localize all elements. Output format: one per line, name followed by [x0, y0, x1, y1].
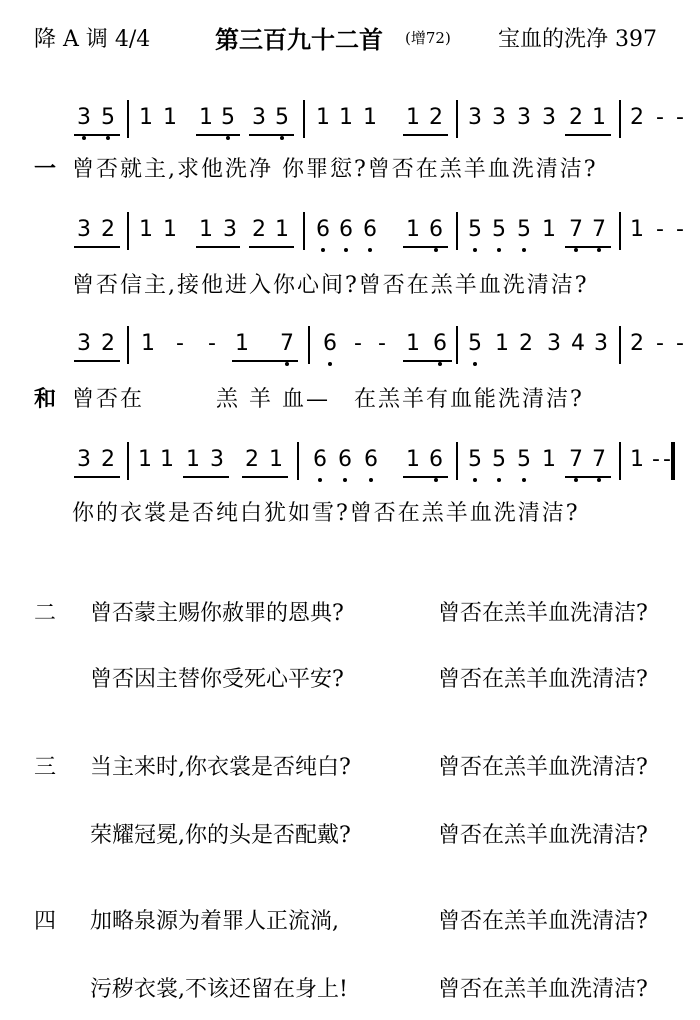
note-6: 6 [313, 447, 327, 472]
note-3: 3 [252, 105, 266, 130]
note-1: 1 [160, 447, 174, 472]
note-3: 3 [223, 217, 237, 242]
note-1: 1 [139, 217, 153, 242]
note-5: 5 [492, 217, 506, 242]
note-1: 1 [406, 217, 420, 242]
hold-dash: - [676, 217, 684, 242]
note-6: 6 [433, 331, 447, 356]
note-1: 1 [542, 217, 556, 242]
bar-line [308, 326, 310, 364]
beam-line [232, 360, 298, 362]
verse-4-line-2-refrain: 曾否在羔羊血洗清洁? [438, 977, 648, 1002]
beam-line [196, 134, 240, 136]
note-1: 1 [138, 447, 152, 472]
note-1: 1 [199, 105, 213, 130]
bar-line [456, 326, 458, 364]
note-1: 1 [592, 105, 606, 130]
note-2: 2 [519, 331, 533, 356]
note-5: 5 [517, 447, 531, 472]
verse-3-line-1-refrain: 曾否在羔羊血洗清洁? [438, 755, 648, 780]
beam-line [403, 360, 452, 362]
note-2: 2 [245, 447, 259, 472]
verse-4-line-1-refrain: 曾否在羔羊血洗清洁? [438, 909, 648, 934]
verse-number-2: 二 [34, 601, 57, 626]
note-3: 3 [210, 447, 224, 472]
beam-line [565, 134, 611, 136]
note-5: 5 [468, 447, 482, 472]
note-7: 7 [592, 447, 606, 472]
note-4: 4 [571, 331, 585, 356]
bar-line [127, 212, 129, 250]
bar-line [456, 100, 458, 138]
verse-3-line-2-refrain: 曾否在羔羊血洗清洁? [438, 823, 648, 848]
lyrics-line-1: 曾否就主,求他洗净 你罪愆?曾否在羔羊血洗清洁? [72, 157, 598, 182]
note-5: 5 [221, 105, 235, 130]
lyrics-line-3: 曾否在 羔 羊 血— 在羔羊有血能洗清洁? [72, 387, 584, 412]
note-2: 2 [630, 331, 644, 356]
hold-dash: - [676, 331, 684, 356]
verse-number-1: 一 [34, 156, 57, 182]
note-5: 5 [468, 217, 482, 242]
note-1: 1 [316, 105, 330, 130]
hold-dash: - [378, 331, 386, 356]
note-7: 7 [592, 217, 606, 242]
note-5: 5 [492, 447, 506, 472]
note-3: 3 [547, 331, 561, 356]
bar-line [127, 100, 129, 138]
note-6: 6 [316, 217, 330, 242]
bar-line [303, 100, 305, 138]
bar-line [619, 326, 621, 364]
note-3: 3 [468, 105, 482, 130]
chorus-label: 和 [34, 386, 57, 412]
note-2: 2 [101, 217, 115, 242]
beam-line [196, 246, 240, 248]
verse-number-3: 三 [34, 755, 57, 780]
beam-line [74, 134, 120, 136]
note-1: 1 [163, 217, 177, 242]
note-2: 2 [101, 447, 115, 472]
note-2: 2 [569, 105, 583, 130]
verse-2-line-2: 曾否因主替你受死心平安? [90, 667, 344, 692]
note-1: 1 [269, 447, 283, 472]
beam-line [74, 360, 120, 362]
note-3: 3 [77, 447, 91, 472]
beam-line [565, 246, 611, 248]
note-2: 2 [252, 217, 266, 242]
note-2: 2 [429, 105, 443, 130]
note-1: 1 [186, 447, 200, 472]
hold-dash: - [656, 217, 664, 242]
note-3: 3 [77, 331, 91, 356]
note-5: 5 [468, 331, 482, 356]
note-3: 3 [542, 105, 556, 130]
bar-line [456, 212, 458, 250]
beam-line [403, 246, 448, 248]
bar-line [456, 442, 458, 480]
note-7: 7 [569, 217, 583, 242]
verse-4-line-1: 加略泉源为着罪人正流淌, [90, 909, 339, 934]
note-6: 6 [429, 217, 443, 242]
note-1: 1 [139, 105, 153, 130]
beam-line [74, 246, 120, 248]
beam-line [403, 134, 448, 136]
note-1: 1 [275, 217, 289, 242]
beam-line [183, 476, 229, 478]
note-1: 1 [163, 105, 177, 130]
verse-number-4: 四 [34, 909, 57, 934]
lyrics-line-2: 曾否信主,接他进入你心间?曾否在羔羊血洗清洁? [72, 273, 589, 298]
verse-2-line-2-refrain: 曾否在羔羊血洗清洁? [438, 667, 648, 692]
hold-dash: - [176, 331, 184, 356]
note-6: 6 [323, 331, 337, 356]
supplement-number: (增72) [405, 29, 451, 47]
beam-line [565, 476, 611, 478]
note-3: 3 [492, 105, 506, 130]
bar-line [297, 442, 299, 480]
lyrics-line-4: 你的衣裳是否纯白犹如雪?曾否在羔羊血洗清洁? [72, 501, 580, 526]
hold-dash: - [652, 447, 660, 472]
hold-dash: - [208, 331, 216, 356]
bar-line [619, 442, 621, 480]
note-1: 1 [339, 105, 353, 130]
hymn-number: 第三百九十二首 [215, 25, 383, 54]
notation-line-4 [0, 446, 700, 486]
bar-line [619, 212, 621, 250]
bar-line [619, 100, 621, 138]
note-2: 2 [630, 105, 644, 130]
note-1: 1 [141, 331, 155, 356]
note-1: 1 [363, 105, 377, 130]
note-2: 2 [101, 331, 115, 356]
hold-dash: - [354, 331, 362, 356]
note-1: 1 [406, 447, 420, 472]
verse-2-line-1-refrain: 曾否在羔羊血洗清洁? [438, 601, 648, 626]
note-3: 3 [77, 105, 91, 130]
note-5: 5 [101, 105, 115, 130]
verse-4-line-2: 污秽衣裳,不该还留在身上! [90, 977, 348, 1002]
bar-line [127, 326, 129, 364]
bar-line [303, 212, 305, 250]
verse-3-line-2: 荣耀冠冕,你的头是否配戴? [90, 823, 351, 848]
note-1: 1 [406, 331, 420, 356]
beam-line [249, 134, 294, 136]
beam-line [242, 476, 288, 478]
note-1: 1 [235, 331, 249, 356]
hold-dash: - [656, 331, 664, 356]
note-1: 1 [630, 447, 644, 472]
bar-line [127, 442, 129, 480]
note-6: 6 [364, 447, 378, 472]
note-7: 7 [280, 331, 294, 356]
note-6: 6 [363, 217, 377, 242]
note-6: 6 [339, 217, 353, 242]
note-1: 1 [199, 217, 213, 242]
bar-line [671, 442, 675, 480]
hold-dash: - [676, 105, 684, 130]
note-7: 7 [569, 447, 583, 472]
hold-dash: - [663, 447, 671, 472]
hymn-title-page: 宝血的洗净 397 [498, 27, 657, 52]
note-3: 3 [77, 217, 91, 242]
note-1: 1 [495, 331, 509, 356]
key-signature: 降 A 调 4/4 [34, 27, 151, 52]
note-6: 6 [429, 447, 443, 472]
notation-line-3 [0, 330, 700, 370]
hold-dash: - [656, 105, 664, 130]
note-1: 1 [630, 217, 644, 242]
note-5: 5 [517, 217, 531, 242]
verse-3-line-1: 当主来时,你衣裳是否纯白? [90, 755, 351, 780]
beam-line [403, 476, 448, 478]
notation-line-1 [0, 104, 700, 144]
note-1: 1 [542, 447, 556, 472]
note-3: 3 [517, 105, 531, 130]
note-1: 1 [406, 105, 420, 130]
beam-line [74, 476, 120, 478]
note-3: 3 [594, 331, 608, 356]
notation-line-2 [0, 216, 700, 256]
note-6: 6 [338, 447, 352, 472]
beam-line [249, 246, 294, 248]
note-5: 5 [275, 105, 289, 130]
verse-2-line-1: 曾否蒙主赐你赦罪的恩典? [90, 601, 344, 626]
